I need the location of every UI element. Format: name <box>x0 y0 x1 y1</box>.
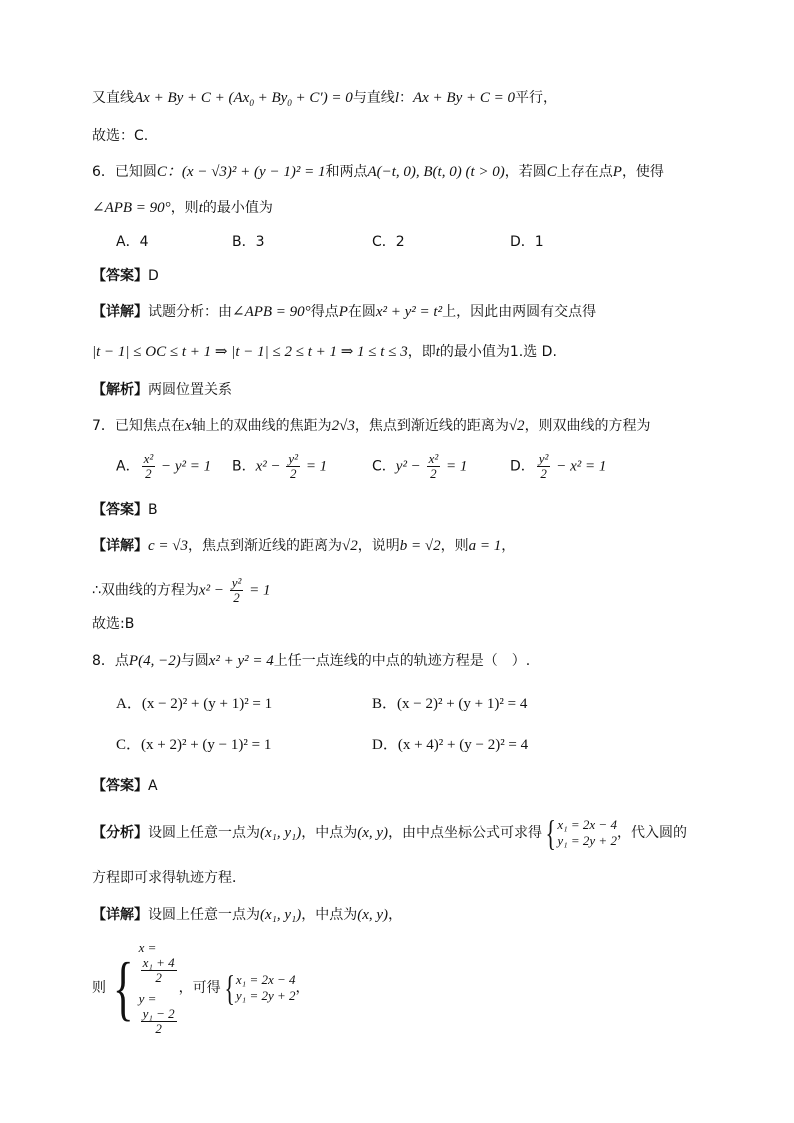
formula: (x₁, y₁) <box>260 907 302 923</box>
answer-tag: 【答案】 <box>92 268 148 284</box>
option-c: C．2 <box>372 234 405 250</box>
formula: P <box>338 304 348 320</box>
formula: P(4, −2) <box>128 653 181 669</box>
detail-tag: 【详解】 <box>92 538 148 554</box>
analysis-line-2: 方程即可求得轨迹方程． <box>92 870 246 886</box>
formula: c = √3 <box>148 538 189 554</box>
detail-line-2: |t − 1| ≤ OC ≤ t + 1 ⇒ |t − 1| ≤ 2 ≤ t + 1 ⇒ 1 ≤ t ≤ 3，即t的最小值为1.选 D. <box>92 344 557 360</box>
detail-tag: 【详解】 <box>92 907 148 923</box>
brace: { <box>112 948 134 1028</box>
formula: t <box>198 200 203 216</box>
formula: a = 1 <box>468 538 502 554</box>
formula: (x₁, y₁) <box>260 825 302 841</box>
option-a: A．(x − 2)² + (y + 1)² = 1 <box>116 696 273 712</box>
text: ： <box>398 90 413 106</box>
option-b: B．x² − $\frac{\text{y²}}{2}$ = 1 <box>232 451 328 481</box>
text-line: 故选：C. <box>92 128 149 144</box>
answer-tag: 【答案】 <box>92 502 148 518</box>
analysis-tag: 【解析】 <box>92 382 148 398</box>
formula: C：(x − √3)² + (y − 1)² = 1 <box>156 164 326 180</box>
option-b: B．3 <box>232 234 265 250</box>
option-c: C．y² − $\frac{\text{x²}}{2}$ = 1 <box>372 451 468 481</box>
formula: √2 <box>508 418 525 434</box>
detail-line-2: 则{ x = x₁ + 4 2 y = y₁ − 2 2 ，可得{ x₁ = 2x − 4 y₁ = 2y + 2 ， <box>92 940 310 1036</box>
detail-line-3: 故选:B <box>92 616 135 632</box>
text-line <box>92 88 557 108</box>
analysis-line: 【分析】设圆上任意一点为(x₁, y₁)，中点为(x, y)，由中点坐标公式可求得{ x₁ = 2x − 4 y₁ = 2y + 2 ，代入圆的 <box>92 813 687 853</box>
text: 与直线 <box>352 90 395 106</box>
equation-system: x₁ = 2x − 4 y₁ = 2y + 2 <box>557 817 617 848</box>
formula: C <box>546 164 557 180</box>
question-7-stem: 7．已知焦点在x轴上的双曲线的焦距为2√3，焦点到渐近线的距离为√2，则双曲线的方程为 <box>92 418 651 434</box>
formula: √2 <box>342 538 358 554</box>
formula: x <box>184 418 192 434</box>
text: 平行， <box>515 90 557 106</box>
analysis-tag: 【分析】 <box>92 825 148 841</box>
analysis-line: 【解析】两圆位置关系 <box>92 382 232 398</box>
formula: A(−t, 0), B(t, 0) (t > 0) <box>367 164 505 180</box>
formula: $Ax + By + C + (Ax_0 + By_0 + C') = 0$ <box>134 90 353 108</box>
formula: l <box>394 90 399 106</box>
option-c: C．(x + 2)² + (y − 1)² = 1 <box>116 737 272 753</box>
answer-line <box>92 500 158 520</box>
answer-tag: 【答案】 <box>92 778 148 794</box>
detail-tag: 【详解】 <box>92 304 148 320</box>
answer-line <box>92 776 158 796</box>
formula: ∠APB = 90° <box>232 304 311 320</box>
option-b: B．(x − 2)² + (y + 1)² = 4 <box>372 696 528 712</box>
option-a: A．4 <box>116 234 149 250</box>
formula: b = √2 <box>399 538 441 554</box>
detail-line: 【详解】c = √3，焦点到渐近线的距离为√2，说明b = √2，则a = 1， <box>92 538 516 554</box>
answer-line <box>92 266 159 286</box>
formula: (x, y) <box>357 907 389 923</box>
formula: t <box>435 344 440 360</box>
equation-system: x₁ = 2x − 4 y₁ = 2y + 2 <box>235 972 296 1003</box>
equation-system: x = x₁ + 4 2 y = y₁ − 2 2 <box>138 940 175 1036</box>
brace: { <box>545 813 556 853</box>
formula: 2√3 <box>331 418 355 434</box>
detail-line: 【详解】设圆上任意一点为(x₁, y₁)，中点为(x, y)， <box>92 907 403 923</box>
brace: { <box>224 968 235 1008</box>
detail-line: 【详解】试题分析：由∠APB = 90°得点P在圆x² + y² = t²上，因此由两圆有交点得 <box>92 304 597 320</box>
question-8-stem: 8．点P(4, −2)与圆x² + y² = 4上任一点连线的中点的轨迹方程是（ ）. <box>92 653 531 669</box>
question-6-stem: 6．已知圆C：(x − √3)² + (y − 1)² = 1和两点A(−t, 0), B(t, 0) (t > 0)，若圆C上存在点P，使得 <box>92 164 664 180</box>
formula: Ax + By + C = 0 <box>412 90 515 106</box>
option-a: A． $\frac{\text{x²}}{2}$ − y² = 1 <box>116 451 212 481</box>
text: 又直线 <box>92 90 134 106</box>
formula: ∠APB = 90° <box>92 200 171 216</box>
question-6-stem-line2: ∠APB = 90°，则t的最小值为 <box>92 200 273 216</box>
answer-value: B <box>148 502 158 518</box>
answer-value: D <box>148 268 159 284</box>
formula: |t − 1| ≤ OC ≤ t + 1 ⇒ |t − 1| ≤ 2 ≤ t + 1 ⇒ 1 ≤ t ≤ 3 <box>92 344 408 360</box>
answer-value: A <box>148 778 158 794</box>
option-d: D． $\frac{\text{y²}}{2}$ − x² = 1 <box>510 451 607 481</box>
formula: P <box>612 164 622 180</box>
formula: x² + y² = 4 <box>208 653 274 669</box>
detail-line-2: ∴双曲线的方程为x² − $\frac{\text{y²}}{2}$ = 1 <box>92 575 271 605</box>
option-d: D．1 <box>510 234 544 250</box>
formula: (x, y) <box>357 825 389 841</box>
formula: x² + y² = t² <box>375 304 443 320</box>
option-d: D．(x + 4)² + (y − 2)² = 4 <box>372 737 529 753</box>
